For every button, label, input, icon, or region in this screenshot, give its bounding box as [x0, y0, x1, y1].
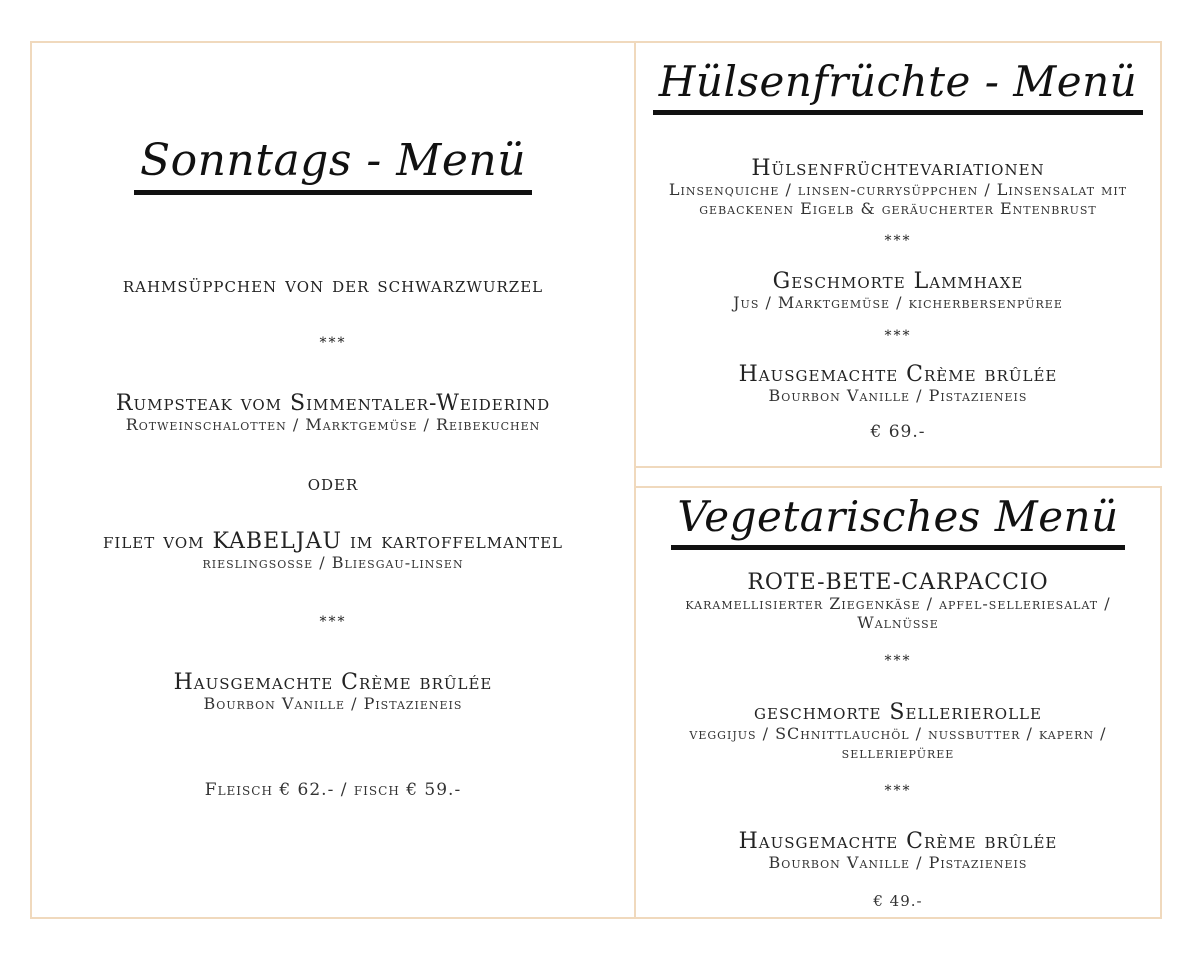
legumes-course-2: [636, 269, 1160, 313]
legumes-course-1-desc-1: Linsenquiche / linsen-currysüppchen / Linsensalat mit: [668, 180, 1128, 200]
vegetarian-menu-panel: [634, 486, 1162, 919]
legumes-course-1-dish: Hülsenfrüchtevariationen: [751, 156, 1045, 181]
sunday-main-2: [32, 529, 634, 573]
vegetarian-course-2-desc-2: selleriepüree: [841, 742, 955, 762]
sunday-separator-1: ***: [319, 335, 347, 351]
legumes-menu-panel: [634, 41, 1162, 468]
vegetarian-course-3-dish: Hausgemachte Crème brûlée: [738, 829, 1058, 854]
legumes-course-2-desc: Jus / Marktgemüse / kicherbersenpüree: [733, 293, 1063, 313]
sunday-or: [32, 471, 634, 496]
vegetarian-separator-1: ***: [884, 653, 912, 669]
legumes-course-3: [636, 362, 1160, 406]
sunday-separator-2: ***: [319, 614, 347, 630]
sunday-main-2-dish: filet vom KABELJAU im kartoffelmantel: [103, 529, 563, 554]
sunday-dessert-desc: Bourbon Vanille / Pistazieneis: [203, 694, 463, 714]
sunday-main-1-desc: Rotweinschalotten / Marktgemüse / Reibekuchen: [125, 415, 541, 435]
legumes-course-3-desc: Bourbon Vanille / Pistazieneis: [768, 386, 1028, 406]
sunday-dessert-dish: Hausgemachte Crème brûlée: [173, 670, 493, 695]
legumes-price: € 69.-: [870, 422, 926, 442]
legumes-course-1: [636, 156, 1160, 218]
legumes-course-1-desc-2: gebackenen Eigelb & geräucherter Entenbrust: [699, 198, 1097, 218]
vegetarian-course-1-desc-2: Walnüsse: [857, 612, 939, 632]
sunday-main-2-desc: rieslingsosse / Bliesgau-linsen: [202, 553, 464, 573]
sunday-price: Fleisch € 62.- / fisch € 59.-: [204, 780, 462, 800]
legumes-course-3-dish: Hausgemachte Crème brûlée: [738, 362, 1058, 387]
sunday-menu-panel: [30, 41, 636, 919]
vegetarian-menu-title: Vegetarisches Menü: [636, 492, 1160, 550]
sunday-or-label: oder: [307, 471, 359, 496]
vegetarian-course-2-desc-1: veggijus / SChnittlauchöl / nussbutter / kapern /: [689, 724, 1107, 744]
vegetarian-course-1: [636, 570, 1160, 632]
vegetarian-separator-2: ***: [884, 783, 912, 799]
sunday-soup: [32, 273, 634, 298]
legumes-separator-2: ***: [884, 328, 912, 344]
vegetarian-course-2-dish: geschmorte Sellerierolle: [754, 700, 1042, 725]
sunday-main-1-dish: Rumpsteak vom Simmentaler-Weiderind: [115, 391, 551, 416]
vegetarian-course-2: [636, 700, 1160, 762]
sunday-menu-title: Sonntags - Menü: [32, 135, 634, 195]
panel-divider: [634, 466, 1162, 468]
sunday-main-1: [32, 391, 634, 435]
vegetarian-course-3-desc: Bourbon Vanille / Pistazieneis: [768, 853, 1028, 873]
vegetarian-course-3: [636, 829, 1160, 873]
vegetarian-course-1-dish: ROTE-BETE-CARPACCIO: [747, 570, 1049, 595]
legumes-separator-1: ***: [884, 233, 912, 249]
legumes-course-2-dish: Geschmorte Lammhaxe: [772, 269, 1024, 294]
vegetarian-price: € 49.-: [873, 892, 923, 910]
vegetarian-course-1-desc-1: karamellisierter Ziegenkäse / apfel-selleriesalat /: [685, 594, 1111, 614]
sunday-soup-dish: rahmsüppchen von der schwarzwurzel: [122, 273, 544, 298]
legumes-menu-title: Hülsenfrüchte - Menü: [636, 57, 1160, 115]
sunday-dessert: [32, 670, 634, 714]
